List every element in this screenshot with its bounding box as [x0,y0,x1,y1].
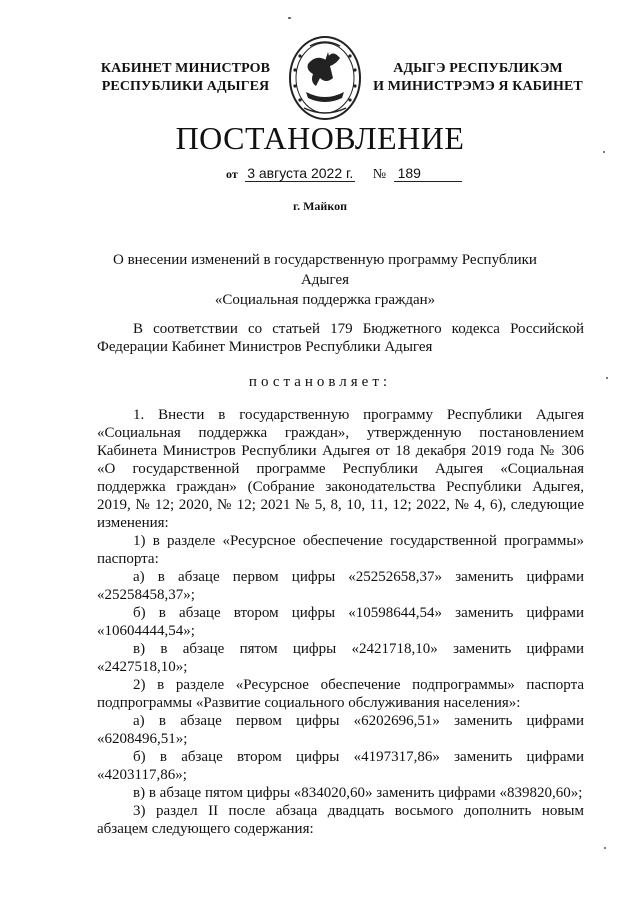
issuer-line-2: РЕСПУБЛИКИ АДЫГЕЯ [101,79,270,94]
document-number: 189 [394,165,462,182]
issuer-name-adyghe [372,60,584,96]
scan-speck [288,17,291,19]
item-paragraph: 2) в разделе «Ресурсное обеспечение подпрограммы» паспорта подпрограммы «Развитие социального обслуживания населения»: [97,677,584,711]
item-paragraph: 3) раздел II после абзаца двадцать восьмого дополнить новым абзацем следующего содержания: [97,803,584,837]
city-line: г. Майкоп [292,199,347,213]
date-and-number-line [226,165,462,183]
item-paragraph: в) в абзаце пятом цифры «2421718,10» заменить цифрами «2427518,10»; [97,641,584,675]
number-sign: № [372,167,387,182]
resolves-word: постановляет: [248,374,392,390]
item-paragraph: 1. Внести в государственную программу Республики Адыгея «Социальная поддержка граждан», утвержденную постановлением Кабинета Министров Республики Адыгея от 18 декабря 2019 года № 306 «О государственной программе Республики Адыгея «Социальная поддержка граждан» (Собрание законодательства Республики Адыгея, 2019, № 12; 2020, № 12; 2021 № 5, 8, 10, 11, 12; 2022, № 4, 6), следующие изменения: [97,407,584,531]
item-paragraph: в) в абзаце пятом цифры «834020,60» заменить цифрами «839820,60»; [133,785,583,801]
issuer-line-1: АДЫГЭ РЕСПУБЛИКЭМ [393,61,563,76]
document-date: 3 августа 2022 г. [247,165,354,181]
item-paragraph: а) в абзаце первом цифры «25252658,37» заменить цифрами «25258458,37»; [97,569,584,603]
item-paragraph: б) в абзаце втором цифры «4197317,86» заменить цифрами «4203117,86»; [97,749,584,783]
item-paragraph: б) в абзаце втором цифры «10598644,54» заменить цифрами «10604444,54»; [97,605,584,639]
issuer-line-1: КАБИНЕТ МИНИСТРОВ [100,61,271,76]
subject-line-2: «Социальная поддержка граждан» [214,292,436,308]
coat-of-arms-icon [286,34,364,122]
resolution-items [97,406,584,838]
document-subject [90,250,560,310]
scan-speck [603,151,605,153]
document-title: ПОСТАНОВЛЕНИЕ [175,120,465,156]
item-paragraph: 1) в разделе «Ресурсное обеспечение государственной программы» паспорта: [97,533,584,567]
scan-speck [606,377,608,379]
scan-speck [604,847,606,849]
date-prefix: от [226,167,238,181]
subject-line-1: О внесении изменений в государственную программу Республики Адыгея [113,252,537,288]
preamble [97,320,584,356]
preamble-text: В соответствии со статьей 179 Бюджетного кодекса Российской Федерации Кабинет Министров Республики Адыгея [97,321,584,355]
issuer-line-2: И МИНИСТРЭМЭ Я КАБИНЕТ [373,79,583,94]
item-paragraph: а) в абзаце первом цифры «6202696,51» заменить цифрами «6208496,51»; [97,713,584,747]
issuer-name-russian [98,60,273,96]
